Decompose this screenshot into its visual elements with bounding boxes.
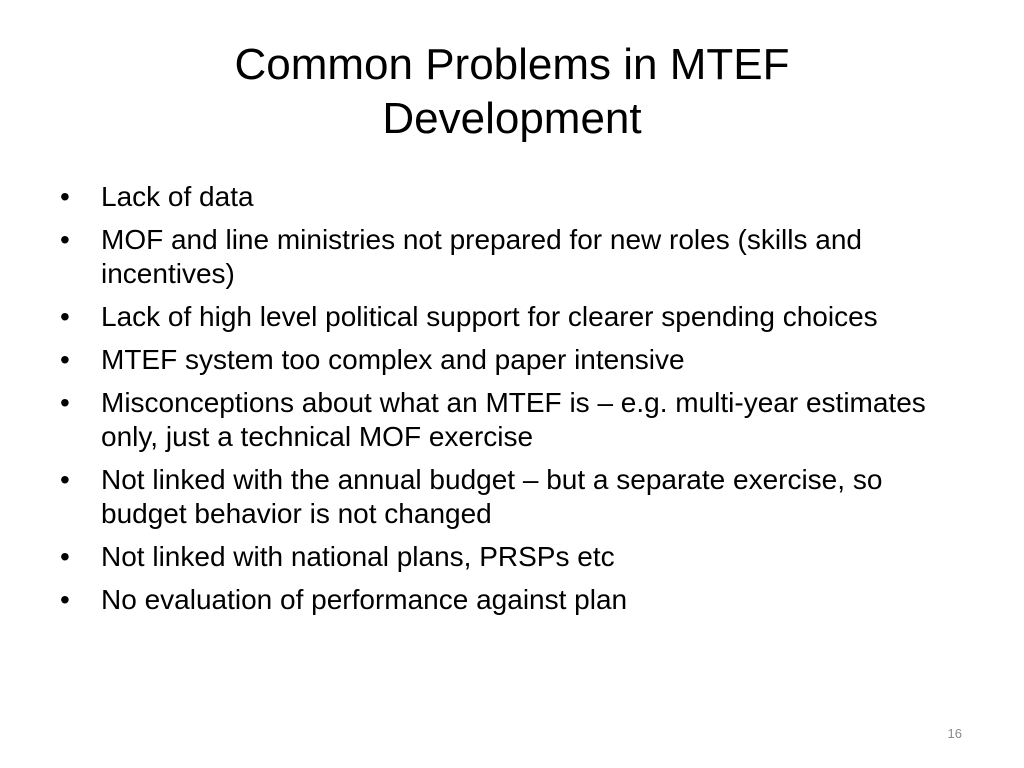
slide-title-line-2: Development	[382, 94, 642, 143]
bullet-text: MTEF system too complex and paper intensive	[101, 344, 685, 375]
bullet-text: No evaluation of performance against plan	[101, 584, 628, 615]
bullet-item	[56, 583, 956, 617]
slide-title-line-1: Common Problems in MTEF	[234, 40, 790, 89]
bullet-icon: •	[60, 224, 70, 255]
bullet-list	[56, 180, 956, 626]
bullet-item	[56, 343, 956, 377]
bullet-icon: •	[60, 181, 70, 212]
bullet-text: Lack of data	[101, 181, 254, 212]
bullet-icon: •	[60, 387, 70, 418]
page-number: 16	[947, 726, 962, 741]
bullet-item	[56, 300, 956, 334]
bullet-text: MOF and line ministries not prepared for new roles (skills and incentives)	[101, 224, 862, 289]
bullet-item	[56, 386, 956, 454]
slide-title	[80, 38, 944, 146]
bullet-item	[56, 540, 956, 574]
bullet-item	[56, 223, 956, 291]
bullet-item	[56, 463, 956, 531]
bullet-text: Lack of high level political support for clearer spending choices	[101, 301, 878, 332]
bullet-icon: •	[60, 584, 70, 615]
bullet-icon: •	[60, 344, 70, 375]
bullet-icon: •	[60, 464, 70, 495]
bullet-text: Not linked with national plans, PRSPs etc	[101, 541, 615, 572]
bullet-icon: •	[60, 541, 70, 572]
bullet-text: Misconceptions about what an MTEF is – e.g. multi-year estimates only, just a technical MOF exercise	[101, 387, 926, 452]
bullet-item	[56, 180, 956, 214]
bullet-icon: •	[60, 301, 70, 332]
bullet-text: Not linked with the annual budget – but a separate exercise, so budget behavior is not changed	[101, 464, 883, 529]
